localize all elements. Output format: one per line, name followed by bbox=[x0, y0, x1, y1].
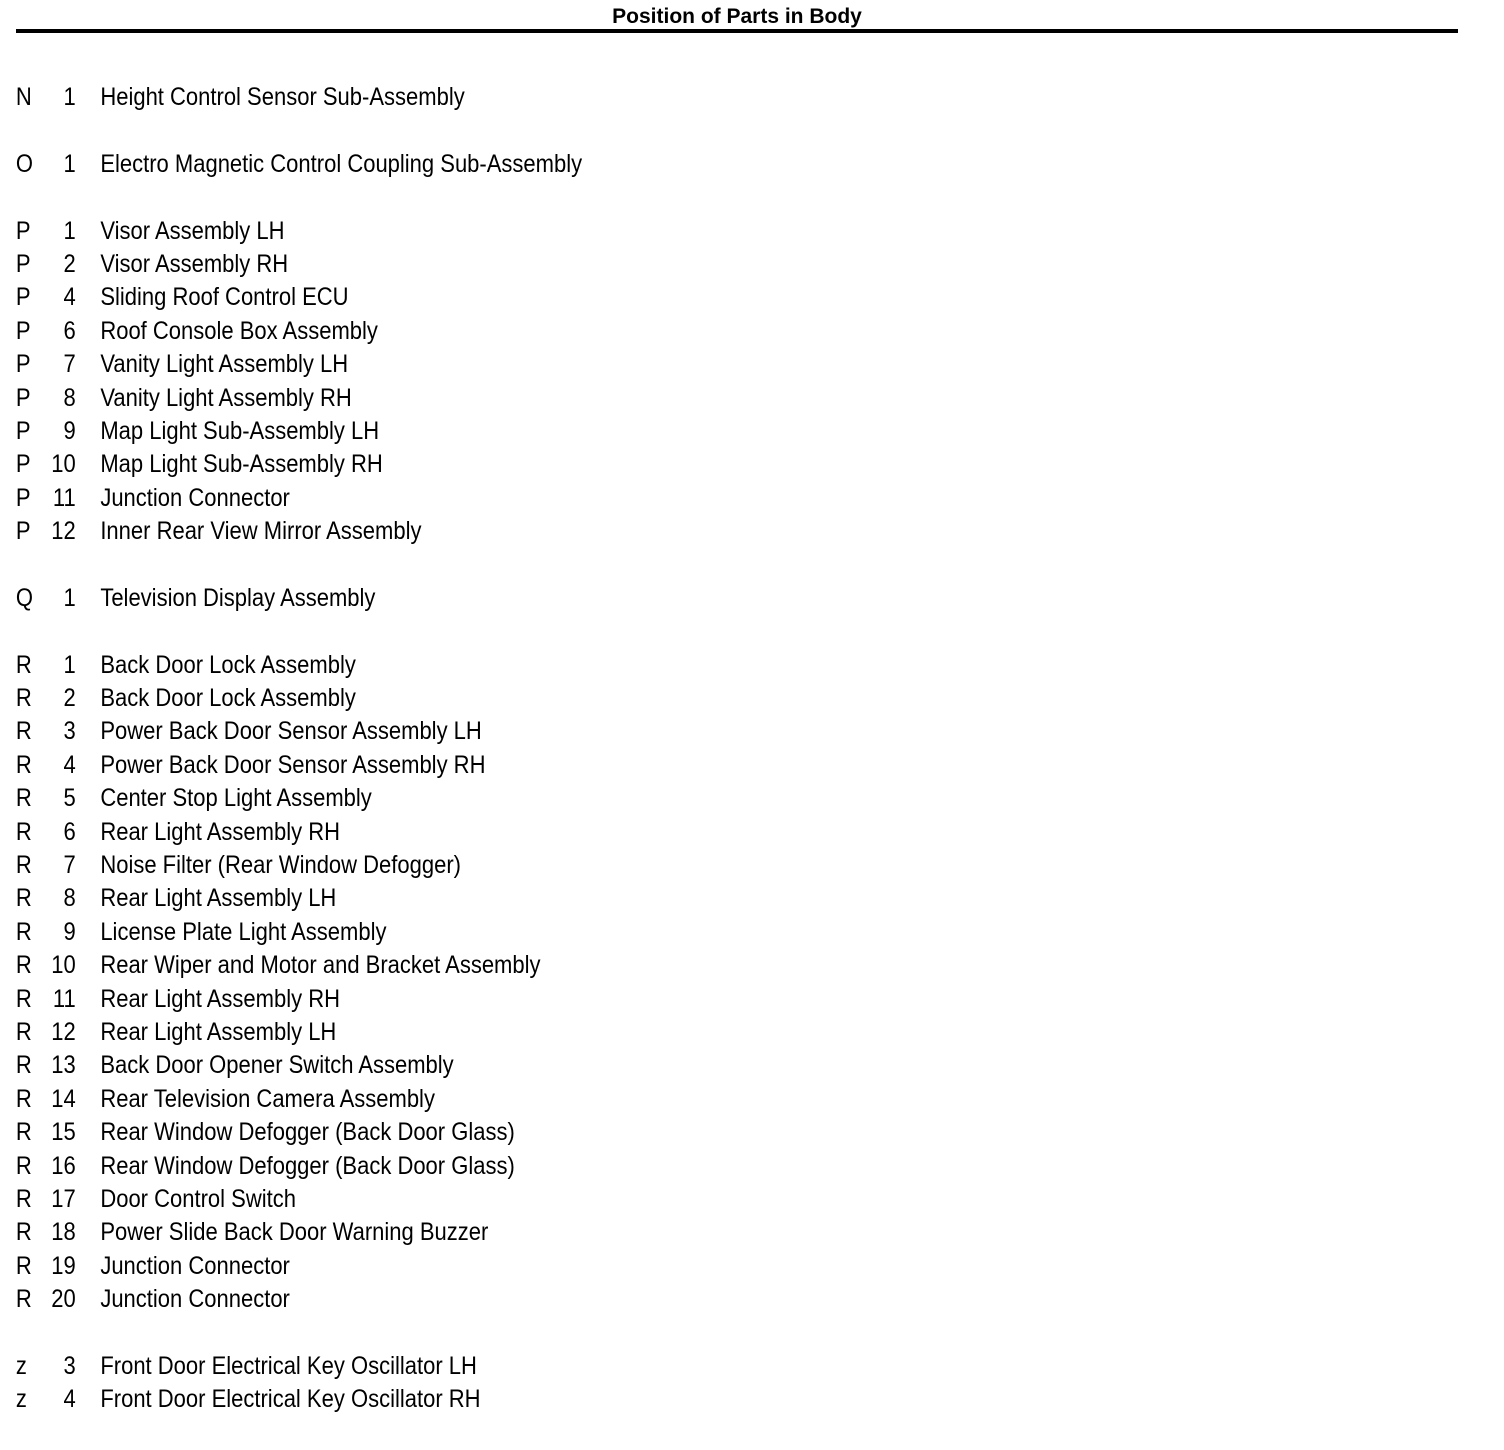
part-row bbox=[0, 81, 1324, 114]
part-location-letter: P bbox=[15, 249, 31, 278]
part-number: 7 bbox=[63, 350, 76, 379]
part-description: Map Light Sub-Assembly RH bbox=[100, 450, 383, 479]
part-number: 15 bbox=[51, 1118, 76, 1147]
part-row bbox=[0, 916, 1324, 949]
part-description: Rear Wiper and Motor and Bracket Assembly bbox=[100, 951, 541, 980]
part-location-letter: R bbox=[15, 1017, 32, 1046]
part-number: 9 bbox=[63, 917, 76, 946]
part-description: Rear Light Assembly LH bbox=[100, 1017, 337, 1046]
part-description: Height Control Sensor Sub-Assembly bbox=[100, 83, 465, 111]
part-number: 13 bbox=[51, 1051, 76, 1080]
part-description: Junction Connector bbox=[100, 483, 290, 512]
part-description: Junction Connector bbox=[100, 1285, 290, 1314]
part-row bbox=[0, 1150, 1324, 1183]
part-number: 6 bbox=[63, 316, 76, 345]
part-location-letter: Q bbox=[15, 583, 33, 612]
part-number: 20 bbox=[51, 1285, 76, 1314]
part-location-letter: P bbox=[15, 416, 31, 445]
part-description: Noise Filter (Rear Window Defogger) bbox=[100, 850, 461, 879]
part-number: 10 bbox=[51, 951, 76, 980]
page-title: Position of Parts in Body bbox=[612, 5, 862, 28]
part-row bbox=[0, 348, 1324, 381]
part-row bbox=[0, 1350, 1324, 1383]
part-row bbox=[0, 448, 1324, 481]
part-row bbox=[0, 682, 1324, 715]
part-location-letter: R bbox=[15, 984, 32, 1013]
part-number: 11 bbox=[52, 984, 76, 1013]
part-description: Rear Light Assembly RH bbox=[100, 984, 340, 1013]
part-description: Sliding Roof Control ECU bbox=[100, 283, 349, 312]
part-number: 3 bbox=[63, 717, 76, 746]
part-location-letter: R bbox=[15, 717, 32, 746]
part-row bbox=[0, 983, 1324, 1016]
part-row bbox=[0, 1083, 1324, 1116]
part-number: 18 bbox=[51, 1218, 76, 1247]
part-location-letter: R bbox=[15, 650, 32, 679]
part-location-letter: R bbox=[15, 917, 32, 946]
part-row bbox=[0, 382, 1324, 415]
part-number: 2 bbox=[63, 684, 76, 713]
part-row bbox=[0, 1016, 1324, 1049]
part-description: Front Door Electrical Key Oscillator LH bbox=[100, 1351, 477, 1380]
part-description: Rear Light Assembly RH bbox=[100, 817, 340, 846]
title-divider bbox=[16, 29, 1458, 33]
part-number: 16 bbox=[51, 1151, 76, 1180]
part-description: Visor Assembly RH bbox=[100, 249, 289, 278]
part-number: 5 bbox=[63, 784, 76, 813]
part-location-letter: R bbox=[15, 1151, 32, 1180]
parts-list bbox=[0, 81, 1504, 1450]
part-location-letter: R bbox=[15, 1051, 32, 1080]
parts-group-o bbox=[0, 148, 1504, 181]
part-number: 3 bbox=[63, 1351, 76, 1380]
part-description: Electro Magnetic Control Coupling Sub-Assembly bbox=[100, 149, 583, 178]
part-description: Back Door Lock Assembly bbox=[100, 650, 356, 679]
part-number: 8 bbox=[63, 884, 76, 913]
part-number: 10 bbox=[51, 450, 76, 479]
part-number: 1 bbox=[63, 650, 76, 679]
part-row bbox=[0, 281, 1324, 314]
part-row bbox=[0, 1383, 1324, 1416]
part-location-letter: R bbox=[15, 884, 32, 913]
part-row bbox=[0, 515, 1324, 548]
part-number: 1 bbox=[63, 583, 76, 612]
part-row bbox=[0, 482, 1324, 515]
parts-group-n bbox=[0, 81, 1504, 114]
part-row bbox=[0, 782, 1324, 815]
parts-group-p bbox=[0, 215, 1504, 549]
part-description: Power Back Door Sensor Assembly RH bbox=[100, 750, 486, 779]
part-row bbox=[0, 749, 1324, 782]
part-number: 19 bbox=[51, 1251, 76, 1280]
part-description: Television Display Assembly bbox=[100, 583, 376, 612]
part-number: 1 bbox=[63, 83, 76, 111]
part-row bbox=[0, 715, 1324, 748]
part-number: 14 bbox=[51, 1084, 76, 1113]
part-location-letter: P bbox=[15, 283, 31, 312]
part-description: Back Door Opener Switch Assembly bbox=[100, 1051, 454, 1080]
part-location-letter: R bbox=[15, 1118, 32, 1147]
part-number: 12 bbox=[51, 1017, 76, 1046]
part-description: Power Slide Back Door Warning Buzzer bbox=[100, 1218, 489, 1247]
part-location-letter: P bbox=[15, 483, 31, 512]
part-description: Rear Window Defogger (Back Door Glass) bbox=[100, 1151, 515, 1180]
part-location-letter: P bbox=[15, 517, 31, 546]
part-row bbox=[0, 882, 1324, 915]
part-row bbox=[0, 1216, 1324, 1249]
part-location-letter: P bbox=[15, 350, 31, 379]
part-number: 8 bbox=[63, 383, 76, 412]
part-location-letter: R bbox=[15, 750, 32, 779]
part-location-letter: R bbox=[15, 850, 32, 879]
part-number: 12 bbox=[51, 517, 76, 546]
part-location-letter: R bbox=[15, 1184, 32, 1213]
part-description: Rear Television Camera Assembly bbox=[100, 1084, 435, 1113]
part-row bbox=[0, 415, 1324, 448]
part-description: Center Stop Light Assembly bbox=[100, 784, 372, 813]
part-description: Visor Assembly LH bbox=[100, 216, 285, 245]
part-description: Roof Console Box Assembly bbox=[100, 316, 378, 345]
part-row bbox=[0, 1049, 1324, 1082]
part-number: 4 bbox=[63, 750, 76, 779]
part-row bbox=[0, 1250, 1324, 1283]
part-location-letter: R bbox=[15, 684, 32, 713]
part-location-letter: R bbox=[15, 784, 32, 813]
part-row bbox=[0, 1283, 1324, 1316]
part-row bbox=[0, 1183, 1324, 1216]
part-location-letter: P bbox=[15, 450, 31, 479]
part-row bbox=[0, 315, 1324, 348]
part-location-letter: N bbox=[15, 83, 32, 111]
part-location-letter: z bbox=[15, 1351, 27, 1380]
part-number: 4 bbox=[63, 1385, 76, 1414]
part-number: 17 bbox=[51, 1184, 76, 1213]
part-location-letter: P bbox=[15, 316, 31, 345]
part-number: 1 bbox=[63, 216, 76, 245]
part-row bbox=[0, 1116, 1324, 1149]
part-description: Inner Rear View Mirror Assembly bbox=[100, 517, 422, 546]
part-number: 2 bbox=[63, 249, 76, 278]
part-location-letter: R bbox=[15, 1218, 32, 1247]
part-location-letter: R bbox=[15, 817, 32, 846]
part-row bbox=[0, 582, 1324, 615]
part-row bbox=[0, 148, 1324, 181]
part-description: Front Door Electrical Key Oscillator RH bbox=[100, 1385, 481, 1414]
part-description: Back Door Lock Assembly bbox=[100, 684, 356, 713]
part-description: Vanity Light Assembly LH bbox=[100, 350, 349, 379]
part-number: 1 bbox=[63, 149, 76, 178]
part-description: Map Light Sub-Assembly LH bbox=[100, 416, 380, 445]
part-row bbox=[0, 649, 1324, 682]
part-location-letter: O bbox=[15, 149, 33, 178]
part-description: Power Back Door Sensor Assembly LH bbox=[100, 717, 482, 746]
part-location-letter: P bbox=[15, 216, 31, 245]
part-location-letter: R bbox=[15, 1251, 32, 1280]
part-location-letter: R bbox=[15, 1285, 32, 1314]
part-row bbox=[0, 949, 1324, 982]
part-description: Rear Light Assembly LH bbox=[100, 884, 337, 913]
part-row bbox=[0, 248, 1324, 281]
part-location-letter: P bbox=[15, 383, 31, 412]
part-number: 4 bbox=[63, 283, 76, 312]
part-row bbox=[0, 816, 1324, 849]
parts-group-r bbox=[0, 649, 1504, 1317]
parts-group-z bbox=[0, 1350, 1504, 1417]
part-location-letter: R bbox=[15, 1084, 32, 1113]
parts-group-q bbox=[0, 582, 1504, 615]
part-location-letter: R bbox=[15, 951, 32, 980]
part-row bbox=[0, 215, 1324, 248]
part-description: Rear Window Defogger (Back Door Glass) bbox=[100, 1118, 515, 1147]
part-description: Vanity Light Assembly RH bbox=[100, 383, 352, 412]
part-description: License Plate Light Assembly bbox=[100, 917, 387, 946]
part-description: Junction Connector bbox=[100, 1251, 290, 1280]
part-number: 6 bbox=[63, 817, 76, 846]
part-location-letter: z bbox=[15, 1385, 27, 1414]
part-row bbox=[0, 849, 1324, 882]
part-number: 9 bbox=[63, 416, 76, 445]
part-number: 11 bbox=[52, 483, 76, 512]
part-number: 7 bbox=[63, 850, 76, 879]
part-description: Door Control Switch bbox=[100, 1184, 296, 1213]
